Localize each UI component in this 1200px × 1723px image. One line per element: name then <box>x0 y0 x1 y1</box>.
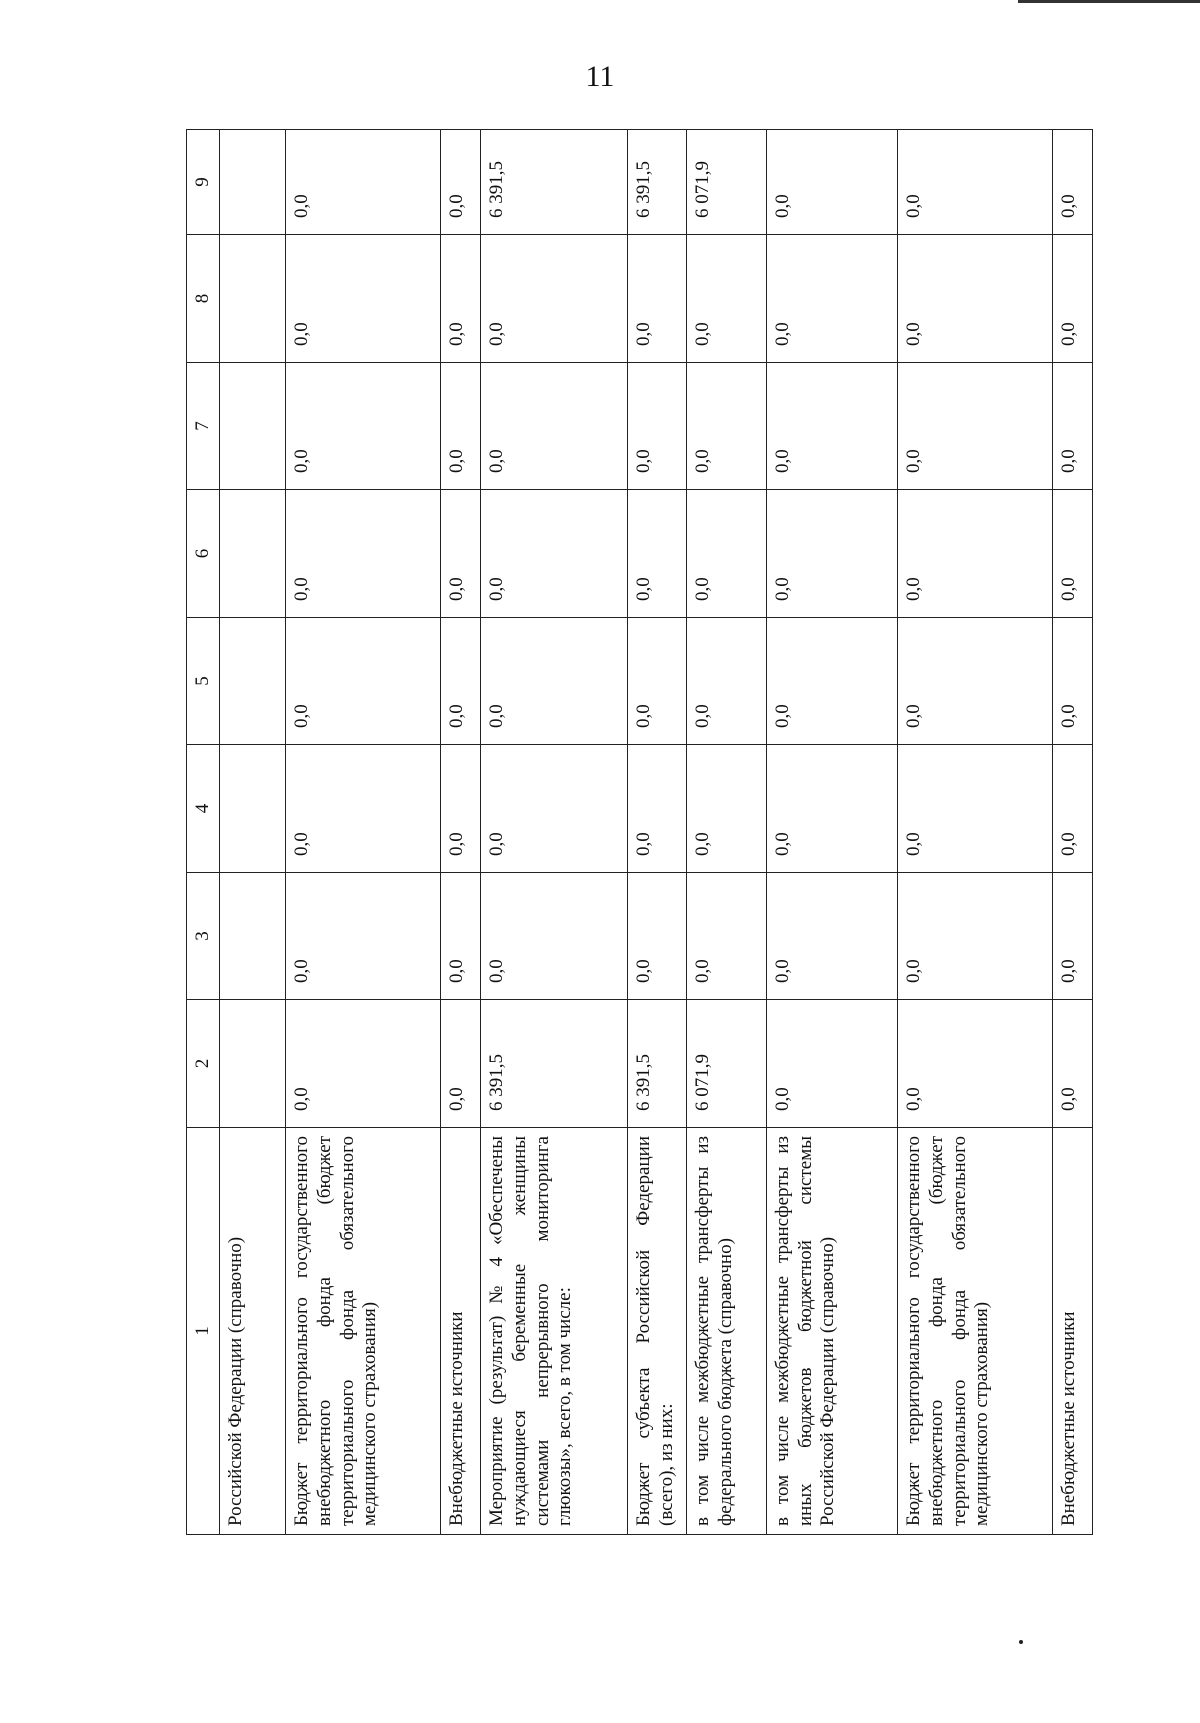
value-cell: 0,0 <box>627 745 686 873</box>
value-cell: 0,0 <box>481 363 628 490</box>
header-cell: 9 <box>187 130 220 235</box>
value-cell <box>220 618 286 745</box>
value-cell: 0,0 <box>441 130 481 235</box>
value-cell: 0,0 <box>286 745 441 873</box>
value-cell: 0,0 <box>441 618 481 745</box>
budget-table <box>186 129 1093 1535</box>
row-label: Бюджет субъекта Российской Федерации (всего), из них: <box>627 1128 686 1535</box>
value-cell: 0,0 <box>1053 873 1093 1000</box>
row-label: Внебюджетные источники <box>1053 1128 1093 1535</box>
header-cell: 5 <box>187 618 220 745</box>
page-number: 11 <box>585 60 615 93</box>
value-cell: 0,0 <box>897 130 1052 235</box>
value-cell: 0,0 <box>766 745 897 873</box>
table-row <box>441 130 481 1535</box>
value-cell: 0,0 <box>1053 130 1093 235</box>
value-cell: 0,0 <box>687 873 767 1000</box>
header-row <box>187 130 220 1535</box>
value-cell: 0,0 <box>687 618 767 745</box>
header-cell: 2 <box>187 1000 220 1128</box>
value-cell <box>220 130 286 235</box>
value-cell: 0,0 <box>897 873 1052 1000</box>
value-cell: 0,0 <box>766 235 897 363</box>
top-edge-rule <box>1018 0 1200 3</box>
value-cell: 0,0 <box>286 873 441 1000</box>
value-cell: 0,0 <box>1053 490 1093 618</box>
value-cell: 0,0 <box>441 490 481 618</box>
value-cell: 0,0 <box>481 873 628 1000</box>
value-cell <box>220 490 286 618</box>
header-cell: 3 <box>187 873 220 1000</box>
value-cell: 0,0 <box>687 745 767 873</box>
row-label: в том числе межбюджетные трансферты из федерального бюджета (справочно) <box>687 1128 767 1535</box>
table-row <box>286 130 441 1535</box>
value-cell: 0,0 <box>286 363 441 490</box>
value-cell: 0,0 <box>441 1000 481 1128</box>
value-cell <box>220 363 286 490</box>
value-cell: 0,0 <box>897 490 1052 618</box>
value-cell: 0,0 <box>481 490 628 618</box>
value-cell <box>220 745 286 873</box>
value-cell: 0,0 <box>627 363 686 490</box>
table-row <box>1053 130 1093 1535</box>
value-cell <box>220 235 286 363</box>
value-cell: 0,0 <box>481 745 628 873</box>
value-cell: 6 391,5 <box>627 130 686 235</box>
value-cell: 0,0 <box>766 873 897 1000</box>
value-cell: 0,0 <box>687 235 767 363</box>
value-cell: 6 391,5 <box>481 1000 628 1128</box>
value-cell <box>220 1000 286 1128</box>
value-cell: 0,0 <box>481 235 628 363</box>
value-cell: 0,0 <box>286 1000 441 1128</box>
table-row <box>687 130 767 1535</box>
header-cell: 8 <box>187 235 220 363</box>
row-label: Бюджет территориального государственного внебюджетного фонда (бюджет территориального фонда обязательного медицинского страхования) <box>286 1128 441 1535</box>
value-cell: 6 071,9 <box>687 1000 767 1128</box>
value-cell: 0,0 <box>627 618 686 745</box>
value-cell: 0,0 <box>441 873 481 1000</box>
row-label: Российской Федерации (справочно) <box>220 1128 286 1535</box>
value-cell: 0,0 <box>1053 618 1093 745</box>
value-cell: 0,0 <box>766 363 897 490</box>
value-cell: 6 071,9 <box>687 130 767 235</box>
value-cell: 6 391,5 <box>627 1000 686 1128</box>
value-cell: 0,0 <box>766 490 897 618</box>
value-cell: 0,0 <box>441 235 481 363</box>
value-cell: 0,0 <box>897 363 1052 490</box>
table-row <box>220 130 286 1535</box>
value-cell: 0,0 <box>687 363 767 490</box>
value-cell: 6 391,5 <box>481 130 628 235</box>
value-cell: 0,0 <box>1053 1000 1093 1128</box>
value-cell: 0,0 <box>481 618 628 745</box>
value-cell: 0,0 <box>897 745 1052 873</box>
table-row <box>481 130 628 1535</box>
value-cell: 0,0 <box>1053 235 1093 363</box>
table-row <box>627 130 686 1535</box>
header-cell: 1 <box>187 1128 220 1535</box>
header-cell: 4 <box>187 745 220 873</box>
value-cell: 0,0 <box>441 745 481 873</box>
table-row <box>766 130 897 1535</box>
value-cell: 0,0 <box>286 235 441 363</box>
value-cell: 0,0 <box>766 130 897 235</box>
row-label: Мероприятие (результат) № 4 «Обеспечены нуждающиеся беременные женщины системами непрерывного мониторинга глюкозы», всего, в том числе: <box>481 1128 628 1535</box>
value-cell: 0,0 <box>897 618 1052 745</box>
value-cell: 0,0 <box>286 490 441 618</box>
value-cell: 0,0 <box>286 618 441 745</box>
header-cell: 7 <box>187 363 220 490</box>
value-cell: 0,0 <box>1053 363 1093 490</box>
scan-dot <box>1019 1640 1023 1644</box>
value-cell: 0,0 <box>687 490 767 618</box>
table-row <box>897 130 1052 1535</box>
row-label: в том числе межбюджетные трансферты из иных бюджетов бюджетной системы Российской Федерации (справочно) <box>766 1128 897 1535</box>
row-label: Бюджет территориального государственного внебюджетного фонда (бюджет территориального фонда обязательного медицинского страхования) <box>897 1128 1052 1535</box>
value-cell: 0,0 <box>627 235 686 363</box>
value-cell: 0,0 <box>286 130 441 235</box>
value-cell: 0,0 <box>627 873 686 1000</box>
value-cell: 0,0 <box>441 363 481 490</box>
value-cell: 0,0 <box>627 490 686 618</box>
value-cell <box>220 873 286 1000</box>
header-cell: 6 <box>187 490 220 618</box>
value-cell: 0,0 <box>1053 745 1093 873</box>
value-cell: 0,0 <box>897 235 1052 363</box>
row-label: Внебюджетные источники <box>441 1128 481 1535</box>
value-cell: 0,0 <box>766 618 897 745</box>
value-cell: 0,0 <box>897 1000 1052 1128</box>
rotated-table-container <box>186 130 1093 1535</box>
value-cell: 0,0 <box>766 1000 897 1128</box>
